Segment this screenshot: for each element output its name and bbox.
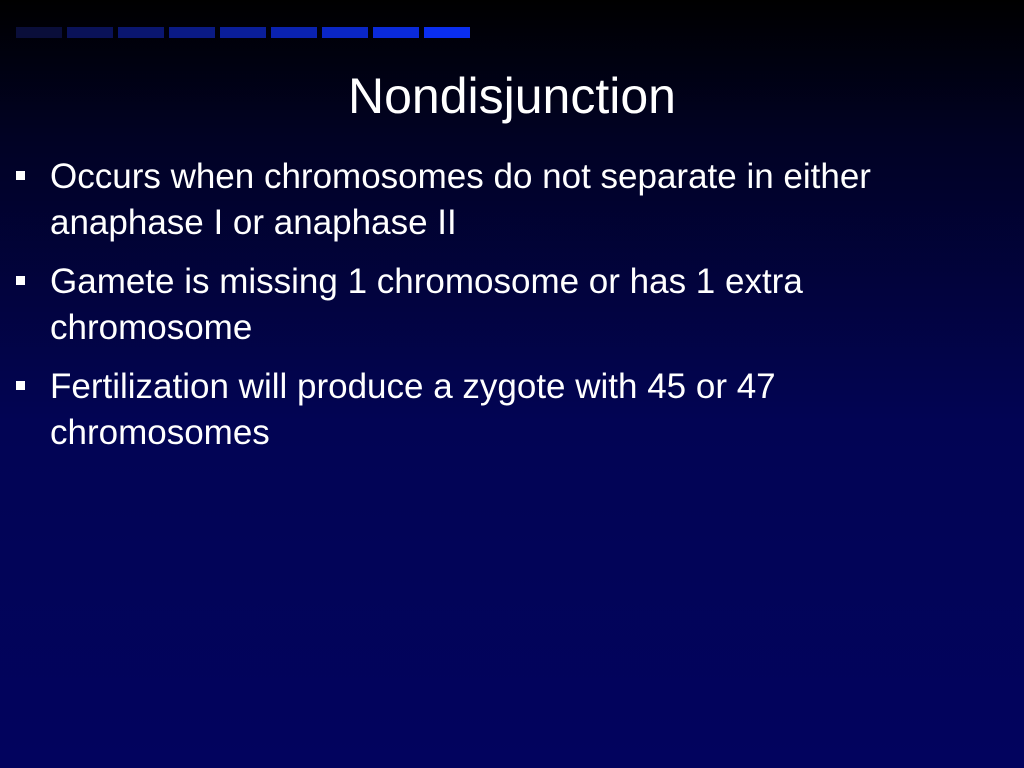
decorative-bar-strip — [16, 27, 470, 38]
bar-segment — [220, 27, 266, 38]
bullet-item — [14, 259, 1004, 351]
bullet-list — [14, 154, 1004, 469]
slide-title: Nondisjunction — [348, 68, 676, 124]
square-bullet-icon — [16, 276, 25, 285]
bullet-text: Occurs when chromosomes do not separate in either anaphase I or anaphase II — [50, 157, 871, 242]
bullet-item — [14, 364, 1004, 456]
bar-segment — [67, 27, 113, 38]
bar-segment — [16, 27, 62, 38]
bullet-item — [14, 154, 1004, 246]
bullet-text: Fertilization will produce a zygote with 45 or 47 chromosomes — [50, 367, 776, 452]
bar-segment — [271, 27, 317, 38]
square-bullet-icon — [16, 381, 25, 390]
bar-segment — [169, 27, 215, 38]
bar-segment — [373, 27, 419, 38]
square-bullet-icon — [16, 171, 25, 180]
bar-segment — [424, 27, 470, 38]
bar-segment — [118, 27, 164, 38]
bar-segment — [322, 27, 368, 38]
bullet-text: Gamete is missing 1 chromosome or has 1 extra chromosome — [50, 262, 803, 347]
